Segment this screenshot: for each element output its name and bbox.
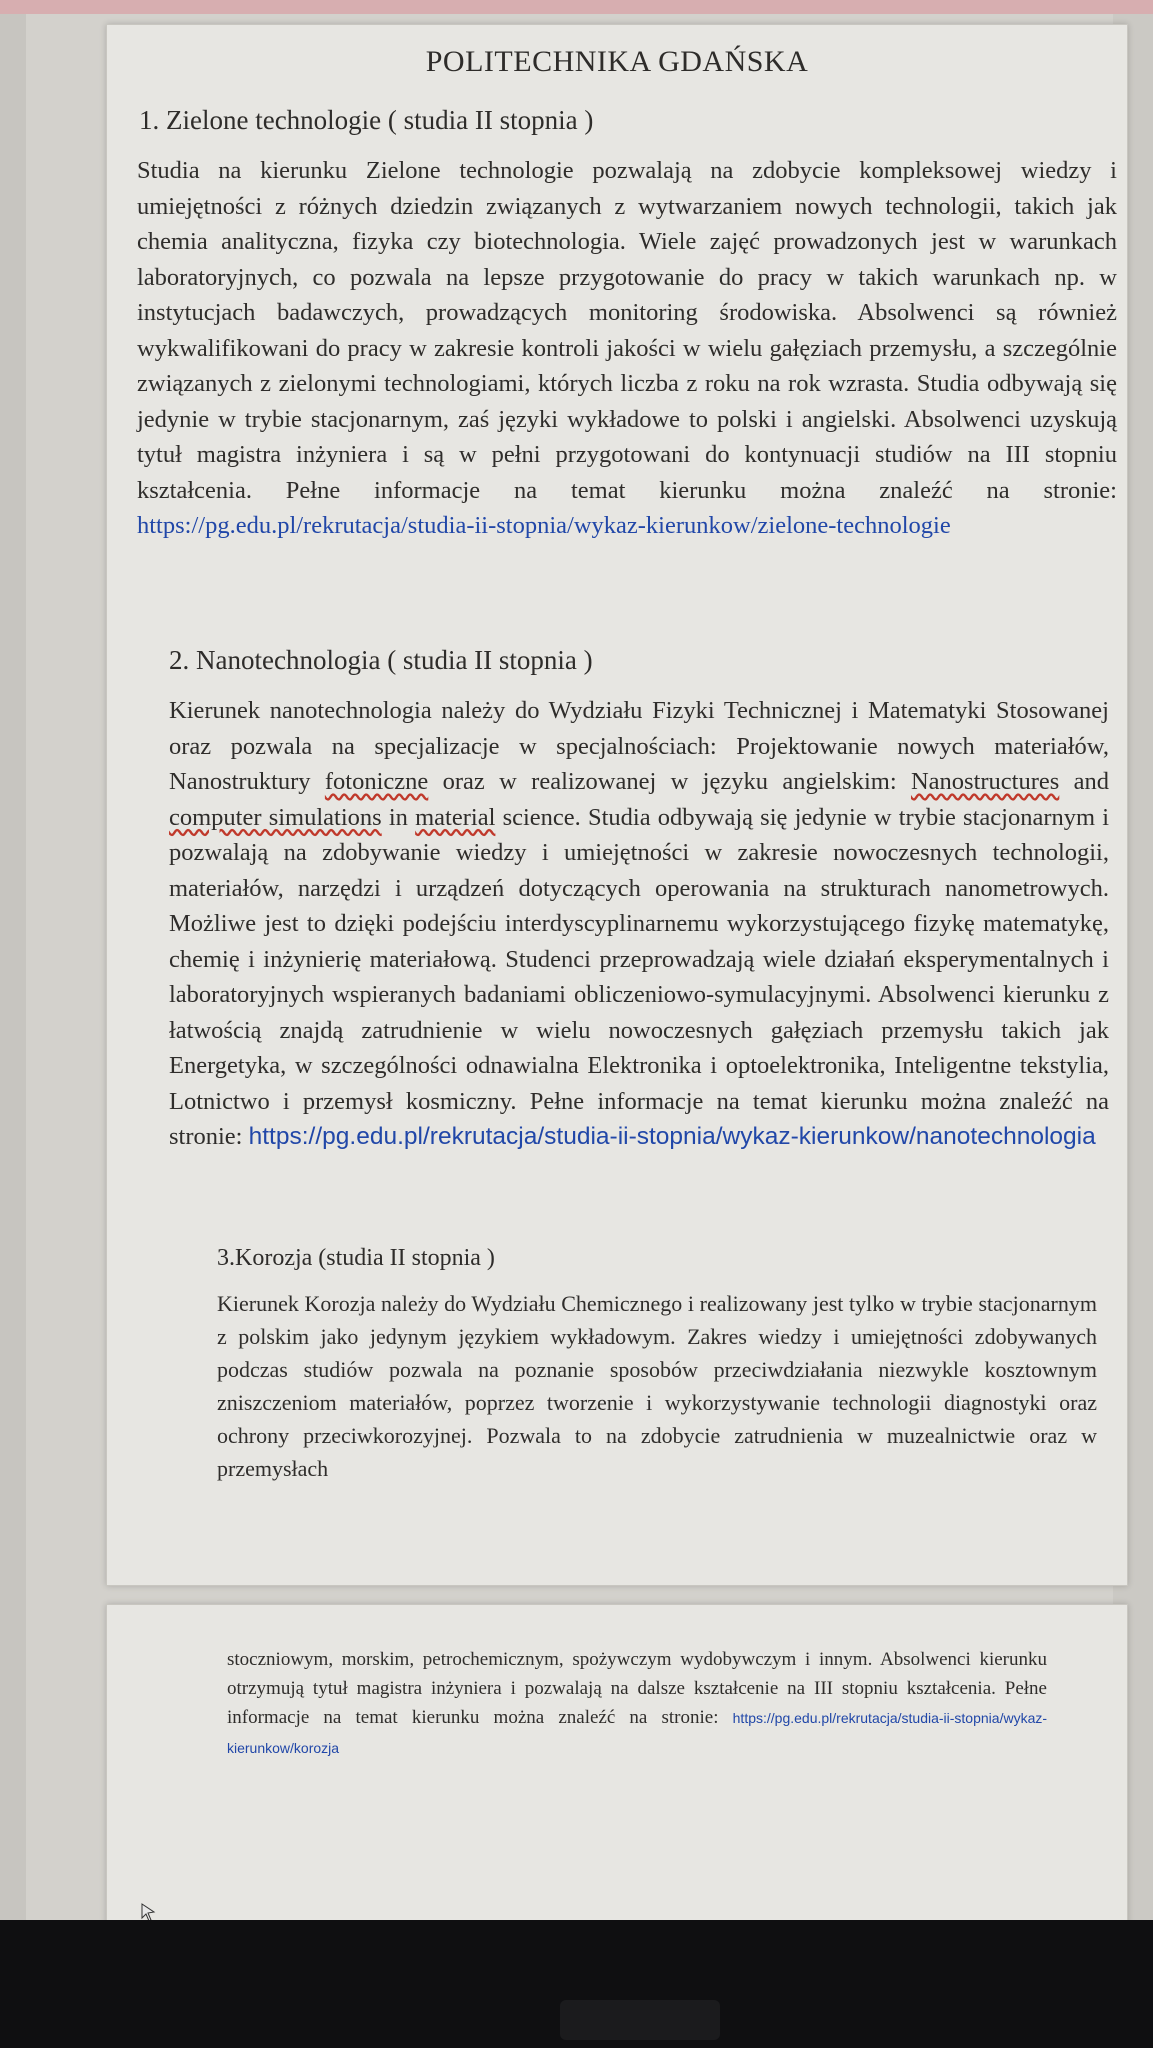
paragraph-corrosion-continued[interactable] <box>227 1645 1047 1763</box>
window-top-border <box>0 0 1153 15</box>
document-page-1[interactable] <box>106 24 1128 1586</box>
paragraph-text-part: and <box>1073 768 1110 795</box>
document-title: POLITECHNIKA GDAŃSKA <box>425 45 809 78</box>
link-green-technologies[interactable]: https://pg.edu.pl/rekrutacja/studia-ii-stopnia/wykaz-kierunkow/zielone-technologie <box>137 512 951 539</box>
paragraph-text-part: in <box>388 803 408 831</box>
mouse-cursor-icon <box>140 1902 160 1922</box>
spellcheck-word[interactable]: fotoniczne <box>324 768 429 795</box>
paragraph-text-part: science. Studia odbywają się jedynie w trybie stacjonarnym i pozwalają na zdobywanie wiedzy i umiejętności w zakresie nowoczesnych technologii, materiałów, narzędzi i urządzeń dotyczących operowania na strukturach nanometrowych. Możliwe jest to dzięki podejściu interdyscyplinarnemu wykorzystującego fizykę matematykę, chemię i inżynierię materiałową. Studenci przeprowadzają wiele działań eksperymentalnych i laboratoryjnych wspieranych badaniami obliczeniowo-symulacyjnymi. Absolwenci kierunku z łatwością znajdą zatrudnienie w wielu nowoczesnych gałęziach przemysłu takich jak Energetyka, w szczególności odnawialna Elektronika i optoelektronika, Inteligentne tekstylia, Lotnictwo i przemysł kosmiczny. Pełne informacje na temat kierunku można znaleźć na stronie: <box>169 803 1110 1150</box>
monitor-logo-icon <box>560 2000 720 2040</box>
paragraph-text-part: oraz w realizowanej w języku angielskim: <box>442 768 897 795</box>
paragraph-green-technologies[interactable] <box>137 153 1117 544</box>
section-heading-corrosion: 3.Korozja (studia II stopnia ) <box>217 1245 495 1271</box>
spellcheck-word[interactable]: computer simulations <box>169 803 382 831</box>
paragraph-text-part: Kierunek nanotechnologia należy do Wydziału Fizyki Technicznej i Matematyki Stosowanej oraz pozwala na specjalizacje w specjalnościach: Projektowanie nowych materiałów, Nanostruktury <box>169 697 1109 795</box>
paragraph-nanotechnology[interactable] <box>169 693 1109 1155</box>
left-margin-pane <box>0 14 27 1920</box>
paragraph-text: Studia na kierunku Zielone technologie pozwalają na zdobycie kompleksowej wiedzy i umiejętności z różnych dziedzin związanych z wytwarzaniem nowych technologii, takich jak chemia analityczna, fizyka czy biotechnologia. Wiele zajęć prowadzonych jest w warunkach laboratoryjnych, co pozwala na lepsze przygotowanie do pracy w takich warunkach np. w instytucjach badawczych, prowadzących monitoring środowiska. Absolwenci są również wykwalifikowani do pracy w zakresie kontroli jakości w wielu gałęziach przemysłu, a szczególnie związanych z zielonymi technologiami, których liczba z roku na rok wzrasta. Studia odbywają się jedynie w trybie stacjonarnym, zaś języki wykładowe to polski i angielski. Absolwenci uzyskują tytuł magistra inżyniera i są w pełni przygotowani do kontynuacji studiów na III stopniu kształcenia. Pełne informacje na temat kierunku można znaleźć na stronie: <box>137 157 1117 504</box>
spellcheck-word[interactable]: material <box>415 803 496 831</box>
section-heading-green-technologies: 1. Zielone technologie ( studia II stopnia ) <box>139 105 594 135</box>
section-heading-nanotechnology: 2. Nanotechnologia ( studia II stopnia ) <box>169 645 593 675</box>
document-canvas[interactable] <box>26 14 1117 1920</box>
paragraph-corrosion[interactable] <box>217 1287 1097 1485</box>
document-page-2[interactable] <box>106 1604 1128 1936</box>
link-nanotechnology[interactable]: https://pg.edu.pl/rekrutacja/studia-ii-stopnia/wykaz-kierunkow/nanotechnologia <box>248 1123 1096 1150</box>
spellcheck-word[interactable]: Nanostructures <box>910 768 1060 795</box>
link-corrosion[interactable]: https://pg.edu.pl/rekrutacja/studia-ii-stopnia/wykaz-kierunkow/korozja <box>227 1710 1048 1756</box>
paragraph-text: Kierunek Korozja należy do Wydziału Chemicznego i realizowany jest tylko w trybie stacjonarnym z polskim jako jedynym językiem wykładowym. Zakres wiedzy i umiejętności zdobywanych podczas studiów pozwala na poznanie sposobów przeciwdziałania niezwykle kosztownym zniszczeniom materiałów, poprzez tworzenie i wykorzystywanie technologii diagnostyki oraz ochrony przeciwkorozyjnej. Pozwala to na zdobycie zatrudnienia w muzealnictwie oraz w przemysłach <box>217 1291 1097 1481</box>
paragraph-text: stoczniowym, morskim, petrochemicznym, spożywczym wydobywczym i innym. Absolwenci kierunku otrzymują tytuł magistra inżyniera i pozwalają na dalsze kształcenie na III stopniu kształcenia. Pełne informacje na temat kierunku można znaleźć na stronie: <box>227 1649 1047 1728</box>
